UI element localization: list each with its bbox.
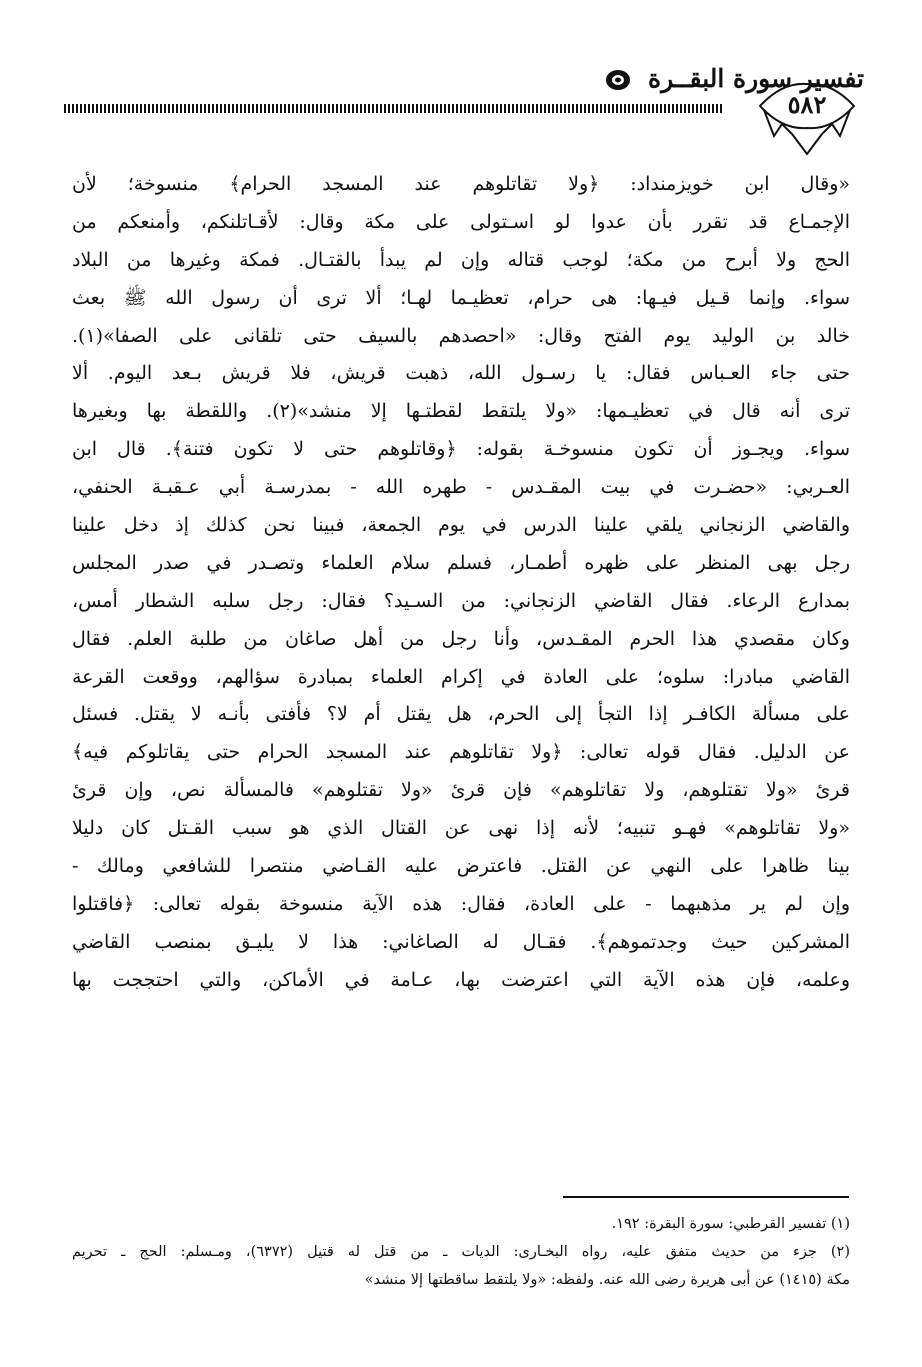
running-title: تفسير سورة البقــرة (648, 64, 864, 93)
text-line: بينا ظاهرا على النهي عن القتل. فاعترض عليه القـاضي منتصرا للشافعي ومالك - (72, 855, 850, 878)
footnotes (72, 1210, 850, 1294)
ornament-icon (604, 67, 632, 93)
text-line: والقاضي الزنجاني يلقي علينا الدرس في يوم الجمعة، فبينا نحن كذلك إذ دخل علينا (72, 514, 850, 537)
main-text (72, 166, 850, 1000)
text-line: رجل بهى المنظر على ظهره أطمـار، فسلم سلام العلماء وتصـدر في صدر المجلس (72, 551, 850, 574)
footnote-2: (٢) جزء من حديث متفق عليه، رواه البخـارى: الديات ـ من قتل له قتيل (٦٣٧٢)، ومـسلم: الحج ـ تحريم (72, 1244, 850, 1260)
text-line: ترى أنه قال في تعظيـمها: «ولا يلتقط لقطتـها إلا منشد»(٢). واللقطة بها وبغيرها (72, 400, 850, 423)
footnote-divider (563, 1196, 849, 1198)
text-line: الحج ولا أبرح من مكة؛ لوجب قتاله وإن لم يبدأ بالقتـال. فمكة وغيرها من البلاد (72, 248, 850, 271)
text-line: المشركين حيث وجدتموهم﴾. فقـال له الصاغاني: هذا لا يليـق بمنصب القاضي (72, 930, 850, 953)
page-header (64, 56, 864, 166)
header-rule (64, 104, 724, 113)
text-line: «ولا تقاتلوهم» فهـو تنبيه؛ لأنه إذا نهى عن القتال الذي هو سبب القـتل كان دليلا (72, 817, 850, 840)
text-line: وعلمه، فإن هذه الآية التي اعترضت بها، عـامة في الأماكن، والتي احتججت بها (72, 968, 850, 991)
text-line: حتى جاء العـباس فقال: يا رسـول الله، ذهبت قريش، فلا قريش بـعد اليوم. ألا (72, 362, 850, 385)
text-line: على مسألة الكافـر إذا التجأ إلى الحرم، هل يقتل أم لا؟ فأفتى بأنـه لا يقتل. فسئل (72, 703, 850, 726)
text-line: العـربي: «حضـرت في بيت المقـدس - طهره الله - بمدرسـة أبي عـقبـة الحنفي، (72, 476, 850, 499)
footnote-2-continued: مكة (١٤١٥) عن أبى هريرة رضى الله عنه. ولفظه: «ولا يلتقط ساقطتها إلا منشد» (364, 1272, 850, 1288)
text-line: بمدارع الرعاء. فقال القاضي الزنجاني: من السـيد؟ فقال: رجل سلبه الشطار أمس، (72, 589, 850, 612)
page-number: ٥٨٢ (787, 90, 827, 119)
page-number-badge (752, 80, 862, 170)
text-line: سواء. وإنما قـيل فيـها: هى حرام، تعظيـما لهـا؛ ألا ترى أن رسول الله ﷺ بعث (72, 286, 850, 309)
text-line: قرئ «ولا تقتلوهم، ولا تقاتلوهم» فإن قرئ «ولا تقتلوهم» فالمسألة نص، وإن قرئ (72, 779, 850, 802)
footnote-1: (١) تفسير القرطبي: سورة البقرة: ١٩٢. (611, 1216, 850, 1232)
text-line: القاضي مبادرا: سلوه؛ على العادة في إكرام العلماء بمبادرة سؤالهم، ووقعت القرعة (72, 665, 850, 688)
text-line: خالد بن الوليد يوم الفتح وقال: «احصدهم بالسيف حتى تلقانى على الصفا»(١). (72, 324, 850, 347)
text-line: عن الدليل. فقال قوله تعالى: ﴿ولا تقاتلوهم عند المسجد الحرام حتى يقاتلوكم فيه﴾ (72, 741, 850, 764)
text-line: سواء. ويجـوز أن تكون منسوخـة بقوله: ﴿وقاتلوهم حتى لا تكون فتنة﴾. قال ابن (72, 438, 850, 461)
text-line: وكان مقصدي هذا الحرم المقـدس، وأنا رجل من أهل صاغان من طلبة العلم. فقال (72, 627, 850, 650)
text-line: وإن لم ير مذهبهما - على العادة، فقال: هذه الآية منسوخة بقوله تعالى: ﴿فاقتلوا (72, 892, 850, 915)
text-line: الإجمـاع قد تقرر بأن عدوا لو اسـتولى على مكة وقال: لأقـاتلنكم، وأمنعكم من (72, 210, 850, 233)
text-line: «وقال ابن خويزمنداد: ﴿ولا تقاتلوهم عند المسجد الحرام﴾ منسوخة؛ لأن (72, 173, 850, 195)
